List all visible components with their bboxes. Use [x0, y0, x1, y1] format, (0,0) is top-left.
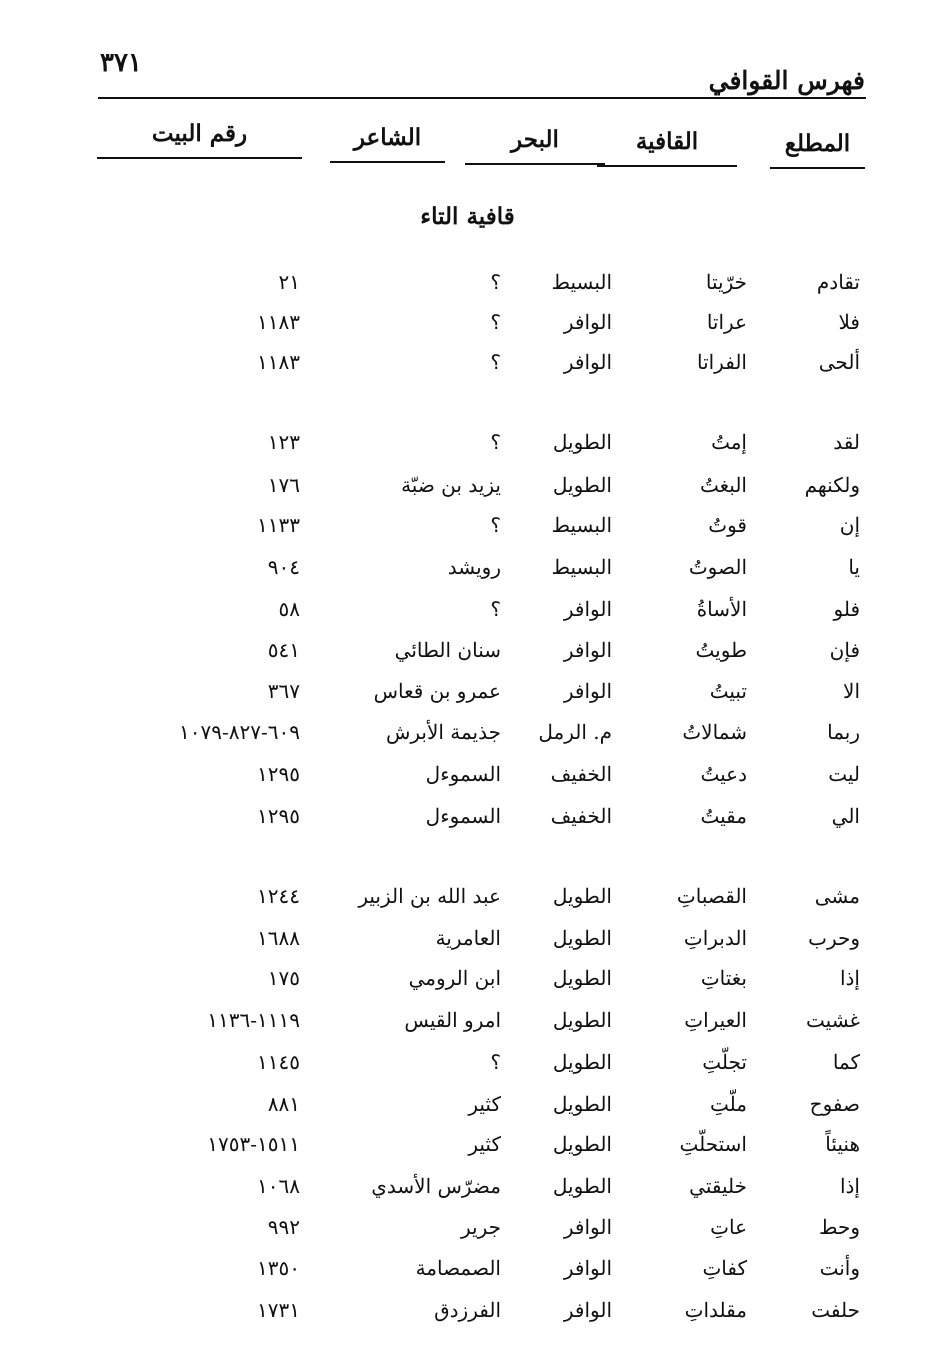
cell-matla: فإن — [829, 638, 860, 662]
cell-matla: إذا — [839, 966, 860, 990]
cell-bahr: البسيط — [551, 513, 612, 537]
cell-shaer: مضرّس الأسدي — [371, 1174, 501, 1198]
cell-matla: الي — [831, 804, 860, 828]
cell-matla: حلفت — [811, 1298, 860, 1322]
cell-shaer: سنان الطائي — [394, 638, 501, 662]
cell-matla: مشى — [814, 884, 860, 908]
cell-shaer: ؟ — [490, 597, 501, 621]
cell-shaer: جذيمة الأبرش — [385, 720, 501, 744]
cell-shaer: ؟ — [490, 270, 501, 294]
table-row — [0, 1050, 935, 1090]
cell-matla: هنيئاً — [825, 1132, 860, 1156]
cell-qafia: خليقتي — [689, 1174, 747, 1198]
column-header-bahr: البحر — [465, 126, 605, 165]
cell-shaer: كثير — [468, 1092, 501, 1116]
cell-qafia: شمالاتُ — [682, 720, 747, 744]
cell-shaer: رويشد — [447, 555, 501, 579]
cell-raqm: ١١٨٣ — [257, 350, 300, 374]
cell-raqm: ١٦٨٨ — [257, 926, 300, 950]
cell-qafia: دعيتُ — [700, 762, 747, 786]
table-row — [0, 1132, 935, 1172]
table-row — [0, 638, 935, 678]
column-header-qafia: القافية — [597, 128, 737, 167]
cell-raqm: ١٧٥ — [267, 966, 300, 990]
cell-bahr: الطويل — [552, 1174, 612, 1198]
cell-bahr: الوافر — [563, 1298, 612, 1322]
cell-raqm: ١١٤٥ — [257, 1050, 300, 1074]
cell-raqm: ٥٤١ — [267, 638, 300, 662]
table-row — [0, 966, 935, 1006]
cell-bahr: الخفيف — [550, 762, 612, 786]
table-row — [0, 473, 935, 513]
cell-bahr: الطويل — [552, 926, 612, 950]
cell-qafia: خرّيتا — [705, 270, 747, 294]
cell-matla: ألحى — [818, 350, 860, 374]
cell-qafia: عراتا — [706, 310, 747, 334]
top-rule — [98, 97, 866, 99]
cell-shaer: ؟ — [490, 1050, 501, 1074]
table-row — [0, 430, 935, 470]
cell-raqm: ١٠٦٨ — [257, 1174, 300, 1198]
cell-bahr: م. الرمل — [538, 720, 612, 744]
cell-bahr: الوافر — [563, 597, 612, 621]
cell-shaer: امرو القيس — [404, 1008, 501, 1032]
cell-raqm: ٢١ — [278, 270, 300, 294]
cell-shaer: ؟ — [490, 350, 501, 374]
cell-bahr: الطويل — [552, 473, 612, 497]
section-title: قافية التاء — [420, 203, 515, 230]
cell-matla: وحرب — [808, 926, 860, 950]
cell-raqm: ١٧٣١ — [257, 1298, 300, 1322]
table-row — [0, 1092, 935, 1132]
cell-bahr: الطويل — [552, 430, 612, 454]
cell-raqm: ٩٠٤ — [267, 555, 300, 579]
cell-raqm: ١٢٩٥ — [257, 762, 300, 786]
cell-qafia: تجلّتِ — [702, 1050, 747, 1074]
cell-qafia: تبيتُ — [709, 679, 747, 703]
cell-raqm: ١٢٩٥ — [257, 804, 300, 828]
cell-raqm: ٣٦٧ — [267, 679, 300, 703]
cell-raqm: ١٢٣ — [267, 430, 300, 454]
cell-bahr: الوافر — [563, 310, 612, 334]
cell-bahr: الطويل — [552, 1050, 612, 1074]
cell-shaer: ؟ — [490, 513, 501, 537]
cell-raqm: ١٢٤٤ — [257, 884, 300, 908]
cell-qafia: استحلّتِ — [679, 1132, 747, 1156]
cell-shaer: عبد الله بن الزبير — [358, 884, 501, 908]
cell-shaer: كثير — [468, 1132, 501, 1156]
cell-shaer: يزيد بن ضبّة — [401, 473, 501, 497]
cell-raqm: ١١١٩-١١٣٦ — [207, 1008, 300, 1032]
table-row — [0, 310, 935, 350]
table-row — [0, 1298, 935, 1338]
cell-qafia: العيراتِ — [684, 1008, 747, 1032]
cell-qafia: الأساةُ — [696, 597, 747, 621]
cell-matla: إن — [839, 513, 860, 537]
cell-raqm: ١٣٥٠ — [257, 1256, 300, 1280]
table-row — [0, 1256, 935, 1296]
cell-matla: الا — [843, 679, 860, 703]
table-row — [0, 350, 935, 390]
cell-bahr: الوافر — [563, 350, 612, 374]
cell-qafia: الصوتُ — [688, 555, 747, 579]
cell-bahr: الطويل — [552, 1008, 612, 1032]
column-header-shaer: الشاعر — [330, 124, 445, 163]
column-header-matla: المطلع — [770, 130, 865, 169]
table-row — [0, 804, 935, 844]
cell-bahr: الطويل — [552, 966, 612, 990]
table-row — [0, 1008, 935, 1048]
cell-raqm: ٨٨١ — [267, 1092, 300, 1116]
cell-bahr: البسيط — [551, 270, 612, 294]
cell-matla: وحط — [818, 1215, 860, 1239]
cell-bahr: البسيط — [551, 555, 612, 579]
cell-shaer: ابن الرومي — [408, 966, 501, 990]
cell-raqm: ٦٠٩-٨٢٧-١٠٧٩ — [179, 720, 300, 744]
cell-shaer: عمرو بن قعاس — [373, 679, 501, 703]
cell-shaer: الصمصامة — [415, 1256, 501, 1280]
table-row — [0, 720, 935, 760]
cell-shaer: السموءل — [425, 762, 501, 786]
cell-matla: لقد — [833, 430, 860, 454]
cell-matla: ربما — [827, 720, 860, 744]
cell-qafia: عاتِ — [710, 1215, 747, 1239]
cell-matla: ليت — [828, 762, 860, 786]
cell-matla: يا — [848, 555, 860, 579]
column-header-raqm: رقم البيت — [97, 120, 302, 159]
table-row — [0, 1215, 935, 1255]
cell-shaer: جرير — [461, 1215, 501, 1239]
cell-matla: إذا — [839, 1174, 860, 1198]
cell-raqm: ٥٨ — [278, 597, 300, 621]
cell-qafia: الفراتا — [696, 350, 747, 374]
cell-qafia: قوتُ — [708, 513, 747, 537]
cell-shaer: ؟ — [490, 310, 501, 334]
cell-bahr: الوافر — [563, 1215, 612, 1239]
table-row — [0, 513, 935, 553]
cell-qafia: ملّتِ — [710, 1092, 747, 1116]
cell-shaer: السموءل — [425, 804, 501, 828]
cell-raqm: ٩٩٢ — [267, 1215, 300, 1239]
cell-matla: فلا — [838, 310, 860, 334]
cell-qafia: إمتُ — [711, 430, 747, 454]
table-row — [0, 555, 935, 595]
table-row — [0, 926, 935, 966]
table-row — [0, 884, 935, 924]
cell-bahr: الوافر — [563, 638, 612, 662]
page-number: ٣٧١ — [100, 48, 142, 78]
cell-matla: وأنت — [819, 1256, 860, 1280]
cell-matla: ولكنهم — [804, 473, 860, 497]
cell-qafia: كفاتِ — [702, 1256, 747, 1280]
table-row — [0, 270, 935, 310]
cell-bahr: الطويل — [552, 1092, 612, 1116]
cell-qafia: مقيتُ — [700, 804, 747, 828]
cell-raqm: ١٥١١-١٧٥٣ — [207, 1132, 300, 1156]
table-row — [0, 762, 935, 802]
cell-bahr: الطويل — [552, 1132, 612, 1156]
cell-bahr: الوافر — [563, 1256, 612, 1280]
cell-matla: تقادم — [816, 270, 860, 294]
cell-qafia: البغتُ — [700, 473, 747, 497]
running-head: فهرس القوافي — [708, 66, 865, 95]
cell-matla: كما — [832, 1050, 860, 1074]
table-row — [0, 597, 935, 637]
cell-shaer: ؟ — [490, 430, 501, 454]
cell-bahr: الوافر — [563, 679, 612, 703]
cell-raqm: ١٧٦ — [267, 473, 300, 497]
cell-shaer: العامرية — [435, 926, 501, 950]
cell-qafia: الدبراتِ — [683, 926, 747, 950]
cell-matla: غشيت — [806, 1008, 860, 1032]
cell-bahr: الطويل — [552, 884, 612, 908]
cell-qafia: طويتُ — [695, 638, 747, 662]
cell-bahr: الخفيف — [550, 804, 612, 828]
cell-qafia: القصباتِ — [676, 884, 747, 908]
cell-qafia: بغتاتِ — [700, 966, 747, 990]
cell-qafia: مقلداتِ — [684, 1298, 747, 1322]
table-row — [0, 1174, 935, 1214]
cell-matla: فلو — [833, 597, 860, 621]
cell-raqm: ١١٨٣ — [257, 310, 300, 334]
cell-raqm: ١١٣٣ — [257, 513, 300, 537]
cell-matla: صفوح — [809, 1092, 860, 1116]
cell-shaer: الفرزدق — [434, 1298, 501, 1322]
table-row — [0, 679, 935, 719]
